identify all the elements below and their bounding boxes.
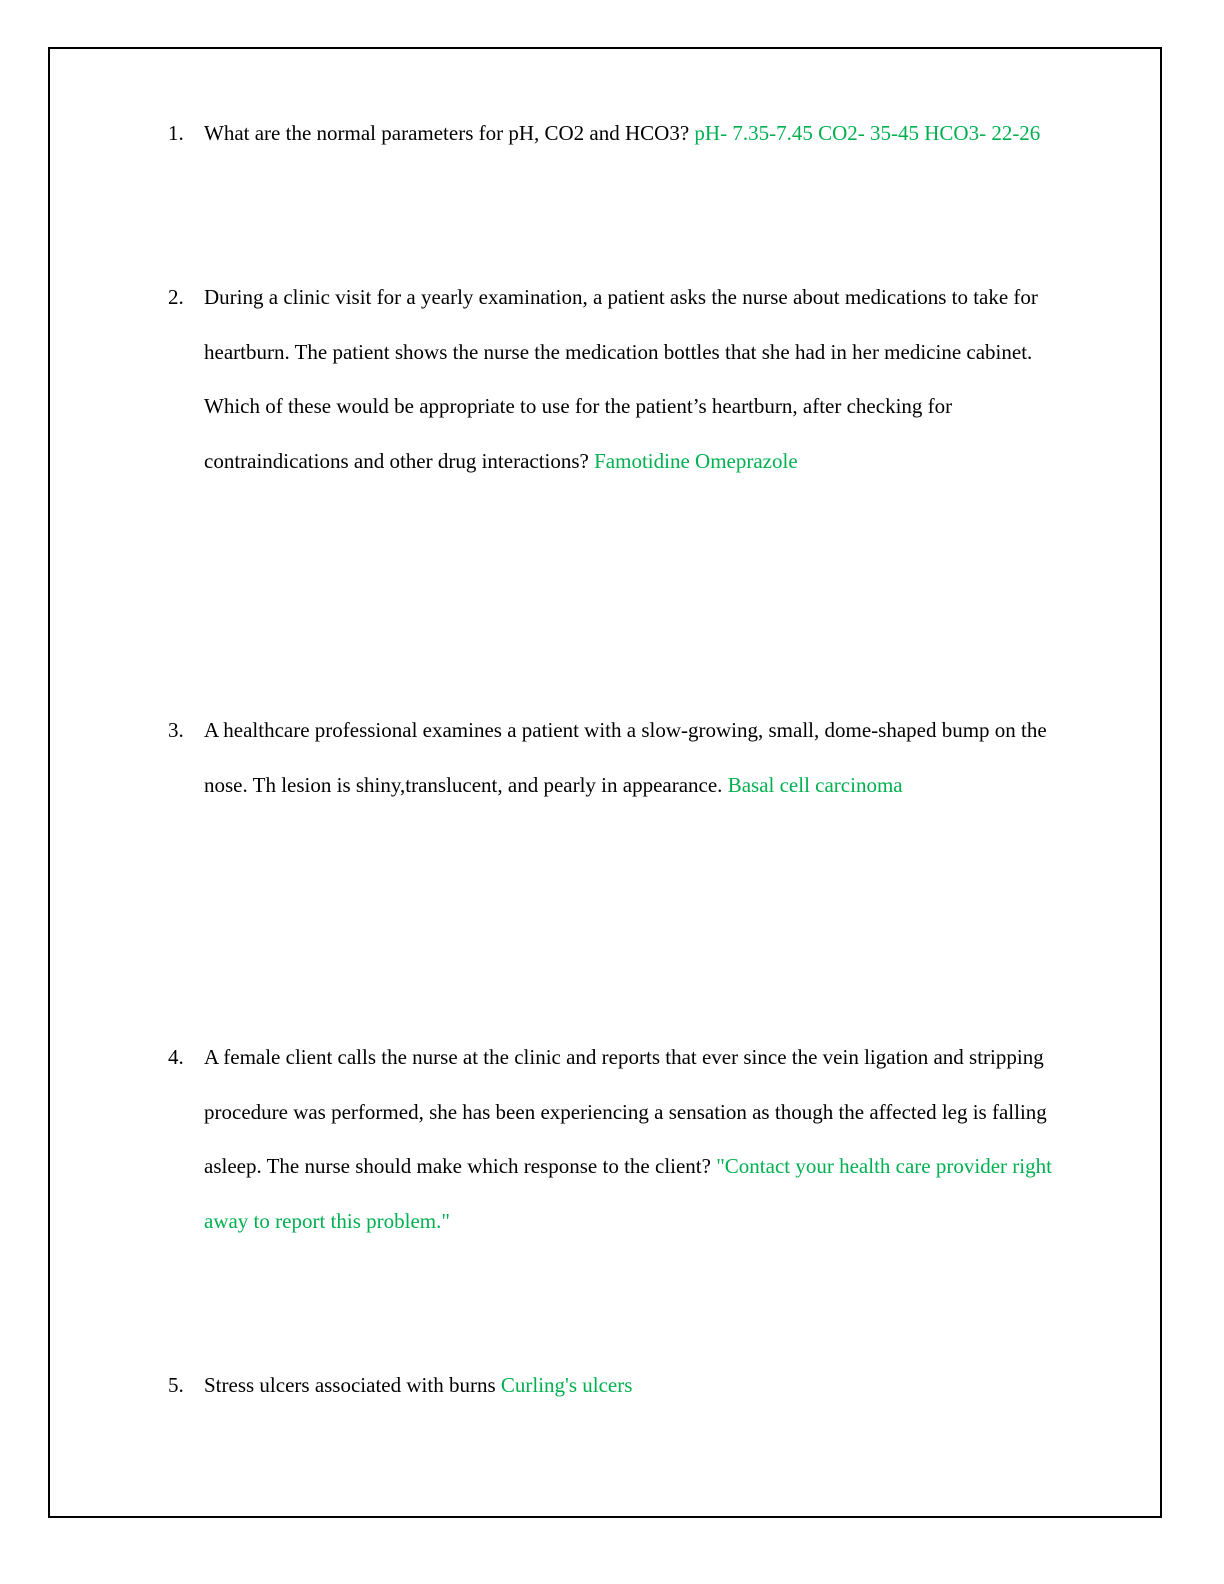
question-number: 4.	[168, 1045, 184, 1069]
question-number: 5.	[168, 1373, 184, 1397]
question-item	[168, 106, 1058, 161]
question-body	[204, 703, 1058, 812]
question-item	[168, 1358, 1058, 1413]
answer-text: Curling's ulcers	[500, 1373, 633, 1397]
question-body	[204, 270, 1058, 488]
question-number: 1.	[168, 121, 184, 145]
question-text: Stress ulcers associated with burns	[204, 1373, 496, 1397]
answer-text: "Contact your health care provider right away to report this problem."	[204, 1154, 1052, 1233]
answer-text: pH- 7.35-7.45 CO2- 35-45 HCO3- 22-26	[694, 121, 1041, 145]
question-text: During a clinic visit for a yearly examination, a patient asks the nurse about medications to take for heartburn. The patient shows the nurse the medication bottles that she had in her medicine cabinet. Which of these would be appropriate to use for the patient’s heartburn, after checking for contraindications and other drug interactions?	[204, 285, 1038, 473]
question-item	[168, 703, 1058, 812]
question-number: 3.	[168, 718, 184, 742]
question-body	[204, 1358, 1058, 1413]
answer-text: Basal cell carcinoma	[727, 772, 903, 797]
question-body	[204, 106, 1058, 161]
question-number: 2.	[168, 285, 184, 309]
question-item	[168, 1030, 1058, 1248]
question-text: What are the normal parameters for pH, CO2 and HCO3?	[204, 121, 690, 145]
question-text: A healthcare professional examines a patient with a slow-growing, small, dome-shaped bump on the nose. Th lesion is shiny,translucent, and pearly in appearance.	[204, 718, 1047, 797]
question-body	[204, 1030, 1058, 1248]
answer-text: Famotidine Omeprazole	[594, 448, 798, 473]
question-text: A female client calls the nurse at the clinic and reports that ever since the vein ligation and stripping procedure was performed, she has been experiencing a sensation as though the affected leg is falling asleep. The nurse should make which response to the client?	[204, 1045, 1047, 1178]
question-item	[168, 270, 1058, 488]
